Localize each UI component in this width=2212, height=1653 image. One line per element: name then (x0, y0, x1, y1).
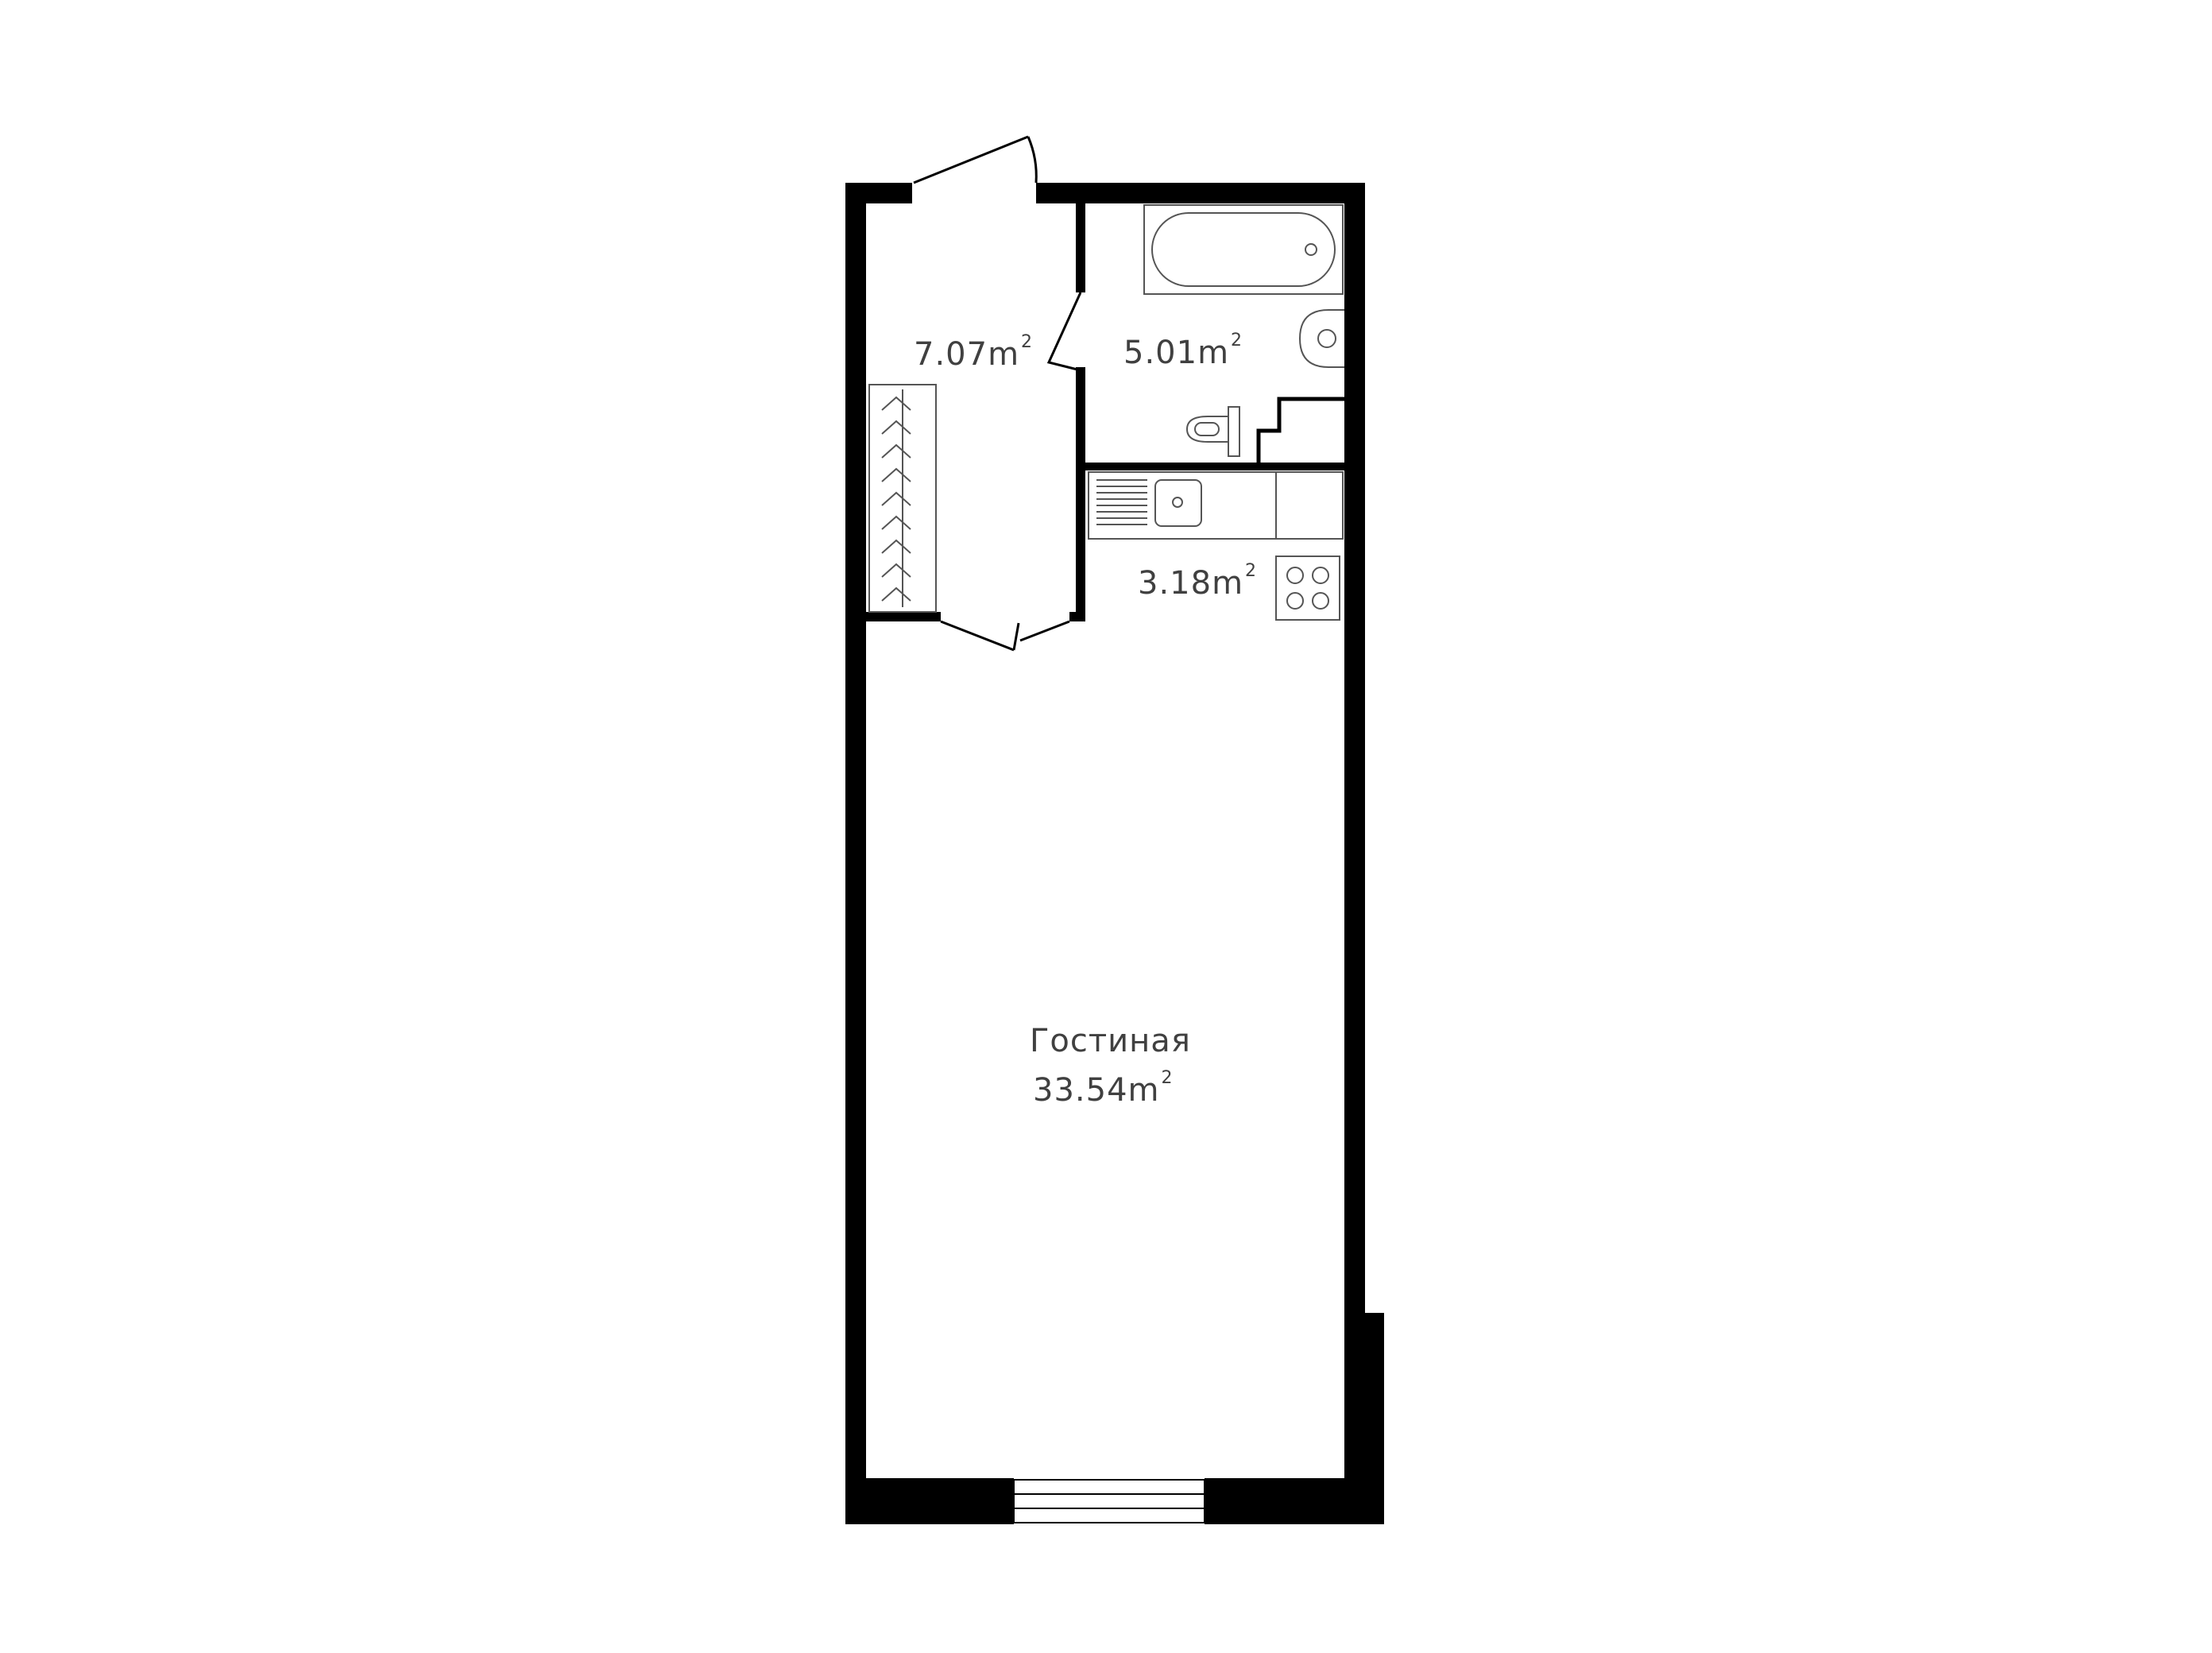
living-door-leaf-left (941, 621, 1014, 650)
kitchen-sink-drain (1173, 497, 1182, 507)
living-room-name: Гостиная (1030, 1023, 1191, 1059)
kitchen-area-exp: 2 (1245, 561, 1257, 581)
bathtub-frame (1144, 205, 1343, 294)
kitchen-area-unit: m (1212, 565, 1244, 602)
wall-left (845, 183, 866, 1524)
shaft (1259, 399, 1344, 467)
kitchen-sink-bowl (1155, 480, 1201, 526)
wall-bath-kitchen (1085, 463, 1344, 470)
wall-bottom-right (1205, 1478, 1384, 1524)
shaft-outline (1259, 399, 1344, 467)
toilet-bowl (1187, 416, 1228, 442)
wall-hall-living-left (866, 612, 941, 621)
window-frame (1014, 1480, 1205, 1523)
wardrobe-hangers (882, 397, 911, 601)
toilet-tank (1228, 407, 1239, 456)
wardrobe (869, 385, 936, 612)
hallway-area-unit: m (988, 336, 1020, 373)
living-door (941, 621, 1069, 650)
toilet-seat (1195, 423, 1219, 436)
stove-burner-4 (1313, 593, 1328, 609)
hallway-area-exp: 2 (1021, 332, 1033, 352)
living-area-value: 33.54 (1033, 1072, 1128, 1109)
living-door-swing (1014, 623, 1019, 650)
bathtub-basin (1152, 213, 1335, 286)
bathroom-door-leaf (1049, 292, 1081, 370)
bathroom-area-label (1123, 332, 1242, 369)
wall-hall-living-right (1069, 612, 1085, 621)
hallway-area-label (914, 332, 1033, 373)
kitchen-stove (1276, 556, 1340, 620)
bathroom-sink-drain (1318, 330, 1336, 347)
hallway-area-value: 7.07 (914, 336, 988, 373)
living-area-exp: 2 (1161, 1068, 1173, 1088)
bathroom-area-value: 5.01 (1123, 335, 1198, 371)
stove-burner-2 (1313, 567, 1328, 583)
stove-burner-3 (1287, 593, 1303, 609)
kitchen-drainboard (1096, 480, 1147, 525)
entrance-door (914, 137, 1036, 183)
window (1014, 1480, 1205, 1523)
living-area-unit: m (1127, 1072, 1160, 1109)
bathtub (1144, 205, 1343, 294)
bathroom-sink (1300, 310, 1344, 367)
wall-hall-kitchen (1076, 367, 1085, 618)
bathroom-sink-bowl (1300, 310, 1344, 367)
kitchen-area-label (1138, 561, 1257, 602)
entrance-door-swing (1028, 137, 1036, 183)
wall-top-right (1036, 183, 1365, 203)
entrance-door-leaf (914, 137, 1028, 183)
toilet (1187, 407, 1239, 456)
stove-burner-1 (1287, 567, 1303, 583)
wall-bottom-left (845, 1478, 1014, 1524)
bathroom-area-unit: m (1197, 335, 1230, 371)
bathtub-drain (1305, 244, 1317, 255)
living-area-label (1033, 1068, 1173, 1109)
kitchen-area-value: 3.18 (1138, 565, 1212, 602)
wall-hall-bath (1076, 203, 1085, 292)
bathroom-door (1049, 292, 1081, 370)
bathroom-area-exp: 2 (1231, 331, 1243, 350)
living-door-leaf-right (1020, 621, 1069, 641)
